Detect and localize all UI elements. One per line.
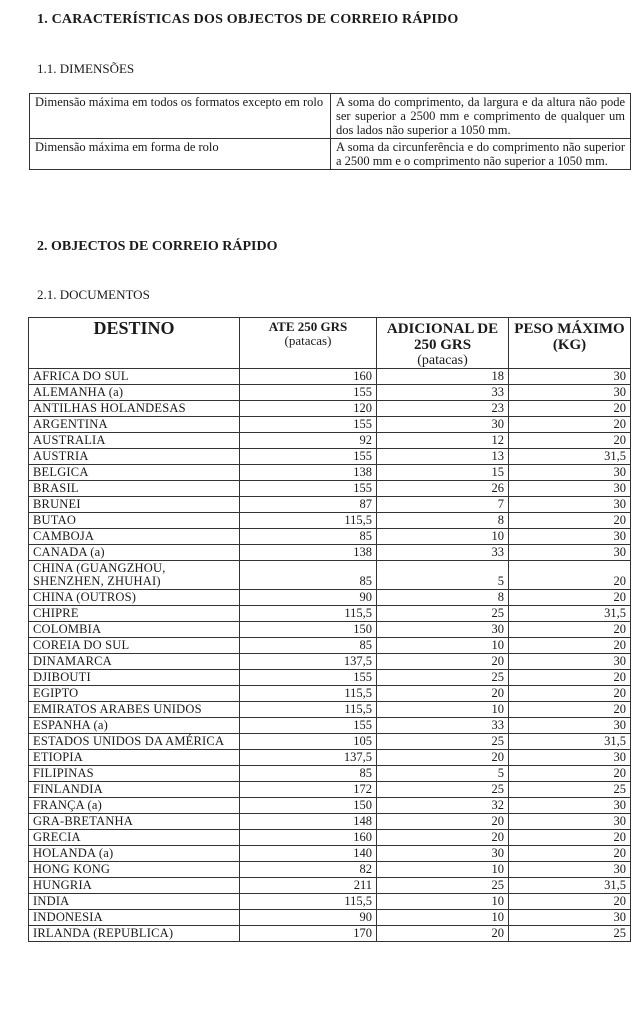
destination-cell: HONG KONG [29, 862, 240, 878]
destination-cell: CANADA (a) [29, 545, 240, 561]
destination-cell: CAMBOJA [29, 529, 240, 545]
max-weight-cell: 25 [509, 926, 631, 942]
rate-250-cell: 160 [240, 369, 377, 385]
table-row [29, 686, 631, 702]
max-weight-cell: 20 [509, 433, 631, 449]
rate-250-cell: 155 [240, 417, 377, 433]
rates-header-row [29, 318, 631, 369]
table-row [29, 401, 631, 417]
destination-cell: COREIA DO SUL [29, 638, 240, 654]
table-row [29, 481, 631, 497]
table-row [29, 862, 631, 878]
max-weight-cell: 20 [509, 590, 631, 606]
dimension-value: A soma da circunferência e do comprimento não superior a 2500 mm e o comprimento não superior a 1050 mm. [331, 139, 631, 170]
table-row [29, 910, 631, 926]
dimensions-row [30, 139, 631, 170]
additional-250-cell: 12 [377, 433, 509, 449]
additional-250-cell: 7 [377, 497, 509, 513]
destination-cell: ESPANHA (a) [29, 718, 240, 734]
destination-cell: CHINA (OUTROS) [29, 590, 240, 606]
destination-cell: ESTADOS UNIDOS DA AMÉRICA [29, 734, 240, 750]
destination-cell: ETIOPIA [29, 750, 240, 766]
rate-250-cell: 172 [240, 782, 377, 798]
table-row [29, 433, 631, 449]
max-weight-cell: 30 [509, 545, 631, 561]
rate-250-cell: 92 [240, 433, 377, 449]
additional-250-cell: 5 [377, 766, 509, 782]
table-row [29, 846, 631, 862]
header-adicional-label: ADICIONAL DE 250 GRS [386, 321, 499, 353]
max-weight-cell: 20 [509, 638, 631, 654]
additional-250-cell: 13 [377, 449, 509, 465]
rate-250-cell: 115,5 [240, 702, 377, 718]
max-weight-cell: 31,5 [509, 878, 631, 894]
destination-cell: ALEMANHA (a) [29, 385, 240, 401]
destination-cell: FILIPINAS [29, 766, 240, 782]
max-weight-cell: 30 [509, 750, 631, 766]
table-row [29, 654, 631, 670]
destination-cell: COLOMBIA [29, 622, 240, 638]
table-row [29, 529, 631, 545]
table-row [29, 734, 631, 750]
section-1-1-title: 1.1. DIMENSÕES [37, 61, 135, 76]
rate-250-cell: 115,5 [240, 606, 377, 622]
max-weight-cell: 30 [509, 910, 631, 926]
table-row [29, 926, 631, 942]
section-2-1-title: 2.1. DOCUMENTOS [37, 287, 150, 302]
destination-cell: GRECIA [29, 830, 240, 846]
additional-250-cell: 8 [377, 590, 509, 606]
rate-250-cell: 82 [240, 862, 377, 878]
additional-250-cell: 20 [377, 926, 509, 942]
destination-cell: BELGICA [29, 465, 240, 481]
max-weight-cell: 31,5 [509, 449, 631, 465]
destination-cell: INDONESIA [29, 910, 240, 926]
rate-250-cell: 155 [240, 481, 377, 497]
destination-cell: HUNGRIA [29, 878, 240, 894]
max-weight-cell: 20 [509, 417, 631, 433]
rate-250-cell: 90 [240, 910, 377, 926]
destination-cell: AUSTRIA [29, 449, 240, 465]
destination-cell: FINLANDIA [29, 782, 240, 798]
header-ate-250-unit: (patacas) [284, 332, 332, 348]
destination-cell: IRLANDA (REPUBLICA) [29, 926, 240, 942]
additional-250-cell: 33 [377, 385, 509, 401]
additional-250-cell: 10 [377, 529, 509, 545]
max-weight-cell: 30 [509, 862, 631, 878]
additional-250-cell: 30 [377, 846, 509, 862]
header-adicional-unit: (patacas) [417, 352, 468, 368]
max-weight-cell: 20 [509, 561, 631, 590]
header-adicional [377, 318, 509, 369]
table-row [29, 638, 631, 654]
max-weight-cell: 30 [509, 465, 631, 481]
additional-250-cell: 25 [377, 606, 509, 622]
destination-cell: BRASIL [29, 481, 240, 497]
additional-250-cell: 30 [377, 622, 509, 638]
header-peso-maximo: PESO MÁXIMO (KG) [509, 318, 631, 369]
rate-250-cell: 155 [240, 385, 377, 401]
table-row [29, 894, 631, 910]
rates-table [28, 317, 631, 942]
max-weight-cell: 20 [509, 702, 631, 718]
table-row [29, 702, 631, 718]
table-row [29, 465, 631, 481]
max-weight-cell: 30 [509, 497, 631, 513]
additional-250-cell: 8 [377, 513, 509, 529]
max-weight-cell: 30 [509, 529, 631, 545]
additional-250-cell: 10 [377, 638, 509, 654]
max-weight-cell: 31,5 [509, 606, 631, 622]
destination-cell: AFRICA DO SUL [29, 369, 240, 385]
additional-250-cell: 33 [377, 718, 509, 734]
table-row [29, 782, 631, 798]
max-weight-cell: 20 [509, 894, 631, 910]
destination-cell: DJIBOUTI [29, 670, 240, 686]
table-row [29, 497, 631, 513]
additional-250-cell: 10 [377, 894, 509, 910]
rate-250-cell: 148 [240, 814, 377, 830]
rate-250-cell: 137,5 [240, 750, 377, 766]
table-row [29, 385, 631, 401]
rate-250-cell: 85 [240, 529, 377, 545]
max-weight-cell: 31,5 [509, 734, 631, 750]
additional-250-cell: 33 [377, 545, 509, 561]
rate-250-cell: 115,5 [240, 686, 377, 702]
destination-cell: EGIPTO [29, 686, 240, 702]
rate-250-cell: 140 [240, 846, 377, 862]
table-row [29, 545, 631, 561]
additional-250-cell: 25 [377, 734, 509, 750]
header-ate-250-label: ATE 250 GRS [268, 319, 348, 334]
max-weight-cell: 20 [509, 686, 631, 702]
table-row [29, 814, 631, 830]
rate-250-cell: 137,5 [240, 654, 377, 670]
rate-250-cell: 211 [240, 878, 377, 894]
table-row [29, 590, 631, 606]
table-row [29, 417, 631, 433]
max-weight-cell: 20 [509, 401, 631, 417]
additional-250-cell: 20 [377, 654, 509, 670]
additional-250-cell: 23 [377, 401, 509, 417]
additional-250-cell: 10 [377, 862, 509, 878]
table-row [29, 606, 631, 622]
destination-cell: BRUNEI [29, 497, 240, 513]
destination-cell: CHINA (GUANGZHOU, SHENZHEN, ZHUHAI) [29, 561, 240, 590]
additional-250-cell: 30 [377, 417, 509, 433]
destination-cell: ANTILHAS HOLANDESAS [29, 401, 240, 417]
max-weight-cell: 30 [509, 385, 631, 401]
destination-cell: INDIA [29, 894, 240, 910]
destination-cell: FRANÇA (a) [29, 798, 240, 814]
max-weight-cell: 20 [509, 513, 631, 529]
additional-250-cell: 10 [377, 910, 509, 926]
max-weight-cell: 30 [509, 481, 631, 497]
rate-250-cell: 155 [240, 449, 377, 465]
max-weight-cell: 30 [509, 718, 631, 734]
additional-250-cell: 25 [377, 670, 509, 686]
rate-250-cell: 115,5 [240, 513, 377, 529]
rate-250-cell: 155 [240, 718, 377, 734]
additional-250-cell: 10 [377, 702, 509, 718]
rate-250-cell: 150 [240, 622, 377, 638]
rate-250-cell: 90 [240, 590, 377, 606]
table-row [29, 830, 631, 846]
section-1-title: 1. CARACTERÍSTICAS DOS OBJECTOS DE CORREIO RÁPIDO [37, 12, 459, 27]
destination-cell: DINAMARCA [29, 654, 240, 670]
rate-250-cell: 85 [240, 638, 377, 654]
max-weight-cell: 20 [509, 846, 631, 862]
rate-250-cell: 115,5 [240, 894, 377, 910]
header-ate-250 [240, 318, 377, 369]
additional-250-cell: 20 [377, 686, 509, 702]
rate-250-cell: 85 [240, 561, 377, 590]
max-weight-cell: 20 [509, 622, 631, 638]
dimension-value: A soma do comprimento, da largura e da altura não pode ser superior a 2500 mm e comprimento de qualquer um dos lados não superior a 1050 mm. [331, 94, 631, 139]
table-row [29, 369, 631, 385]
rate-250-cell: 138 [240, 465, 377, 481]
dimension-label: Dimensão máxima em todos os formatos excepto em rolo [30, 94, 331, 139]
additional-250-cell: 25 [377, 878, 509, 894]
additional-250-cell: 26 [377, 481, 509, 497]
table-row [29, 766, 631, 782]
additional-250-cell: 32 [377, 798, 509, 814]
table-row [29, 561, 631, 590]
rate-250-cell: 120 [240, 401, 377, 417]
dimensions-row [30, 94, 631, 139]
additional-250-cell: 20 [377, 830, 509, 846]
max-weight-cell: 30 [509, 369, 631, 385]
destination-cell: CHIPRE [29, 606, 240, 622]
rate-250-cell: 85 [240, 766, 377, 782]
destination-cell: ARGENTINA [29, 417, 240, 433]
rate-250-cell: 87 [240, 497, 377, 513]
table-row [29, 622, 631, 638]
table-row [29, 878, 631, 894]
max-weight-cell: 20 [509, 830, 631, 846]
additional-250-cell: 20 [377, 814, 509, 830]
rate-250-cell: 170 [240, 926, 377, 942]
section-2-title: 2. OBJECTOS DE CORREIO RÁPIDO [37, 239, 278, 254]
rate-250-cell: 150 [240, 798, 377, 814]
max-weight-cell: 25 [509, 782, 631, 798]
table-row [29, 718, 631, 734]
additional-250-cell: 20 [377, 750, 509, 766]
dimension-label: Dimensão máxima em forma de rolo [30, 139, 331, 170]
destination-cell: HOLANDA (a) [29, 846, 240, 862]
max-weight-cell: 20 [509, 670, 631, 686]
rate-250-cell: 105 [240, 734, 377, 750]
max-weight-cell: 30 [509, 654, 631, 670]
table-row [29, 798, 631, 814]
table-row [29, 449, 631, 465]
destination-cell: BUTAO [29, 513, 240, 529]
max-weight-cell: 30 [509, 798, 631, 814]
destination-cell: EMIRATOS ARABES UNIDOS [29, 702, 240, 718]
table-row [29, 670, 631, 686]
additional-250-cell: 15 [377, 465, 509, 481]
table-row [29, 750, 631, 766]
max-weight-cell: 30 [509, 814, 631, 830]
max-weight-cell: 20 [509, 766, 631, 782]
additional-250-cell: 18 [377, 369, 509, 385]
dimensions-table [29, 93, 631, 170]
additional-250-cell: 5 [377, 561, 509, 590]
table-row [29, 513, 631, 529]
destination-cell: AUSTRALIA [29, 433, 240, 449]
rate-250-cell: 160 [240, 830, 377, 846]
destination-cell: GRA-BRETANHA [29, 814, 240, 830]
header-destino: DESTINO [29, 318, 240, 369]
additional-250-cell: 25 [377, 782, 509, 798]
rate-250-cell: 138 [240, 545, 377, 561]
rate-250-cell: 155 [240, 670, 377, 686]
